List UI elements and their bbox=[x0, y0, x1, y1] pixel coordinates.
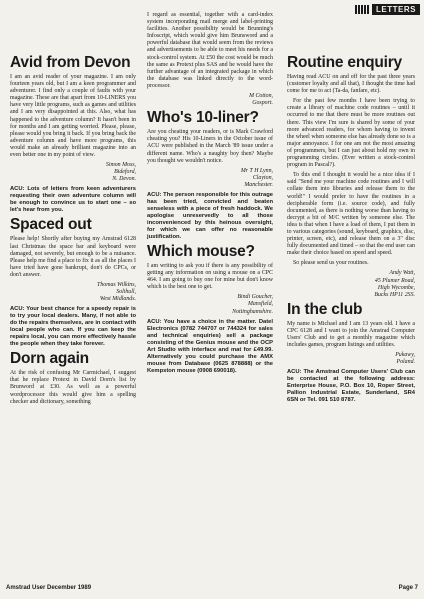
editor-reply: ACU: Lots of letters from keen adventurers requesting their own adventure column will be enough to convince us to start one – so let's hear from you. bbox=[10, 186, 136, 214]
heading-in-the-club: In the club bbox=[287, 300, 363, 318]
banner-stripes-icon bbox=[355, 5, 369, 14]
letter-signature: Pukawy, Poland. bbox=[395, 352, 415, 366]
letter-body: My name is Michael and I am 13 years old. I have a CPC 6128 and I want to join the Amstrad Computer Users' Club and to get a monthly magazine which includes games, program listings and utilities. bbox=[287, 320, 415, 349]
heading-which-mouse: Which mouse? bbox=[147, 242, 255, 260]
heading-dorn-again: Dorn again bbox=[10, 350, 89, 368]
letter-body: Please help! Shortly after buying my Amstrad 6128 last Christmas the space bar and keyboard were damaged, not severely, but enough to be a nuisance. Please help me find a place to fix it as all the places I have tried have gone bankrupt, don't do CPCs, or don't answer. bbox=[10, 236, 136, 278]
column-left bbox=[10, 52, 136, 409]
editor-reply: ACU: The person responsible for this outrage has been tried, convicted and beaten senseless with a piece of fresh haddock. We apologise unreservedly to all those inconvenienced by this heinous oversight, for which we can offer no reasonable justification. bbox=[147, 191, 273, 240]
heading-routine-enquiry: Routine enquiry bbox=[287, 54, 402, 71]
page-footer bbox=[6, 585, 418, 591]
section-banner bbox=[355, 4, 420, 15]
letter-body: Are you cheating your readers, or is Mark Crawford cheating you? His 10-Liners in the October issue of ACU were published in the March '89 issue under a different name. Who's a naughty boy then? Maybe you thought we wouldn't notice. bbox=[147, 129, 273, 164]
editor-reply: ACU: You have a choice in the matter. Datel Electronics (0782 744707 or 744324 for sales and technical enquiries) sell a package consisting of the Genius mouse and the OCP Art Studio with interface and mat for £49.99. Alternatively you could purchase the AMX mouse from Database (0625 878888) or the Kempston mouse (0908 690018). bbox=[147, 318, 273, 374]
footer-page-number: Page 7 bbox=[398, 585, 418, 591]
letter-paragraph: To this end I thought it would be a nice idea if I said "Send me your machine code routines and I will collate them into libraries and release them to the world!" I would prefer to have the routines in a decipherable form (i.e. source code), and fully documented, as there is nothing worse than having to decrypt a bit of M/C written by someone else. The idea is that when I have a load of them, I put them in to various categories (sound, keyboard, graphics, disc, printer, screen, etc), and release them on a 3" disc fully documented and timed – so that the end user can make their choice based on speed and speed. bbox=[287, 172, 415, 257]
editor-reply: ACU: Your best chance for a speedy repair is to try your local dealers. Many, if not able to do the repairs themselves, are in contact with local people who can. If you can keep the repairs local, you can more effectively hassle the people when they take forever. bbox=[10, 306, 136, 348]
letter-paragraph: For the past few months I have been trying to create a library of machine code routines – until it occurred to me that there must be more routines out there. This view I'm sure is shared by some of your more advanced readers, for whom having to invent the wheel when someone else has already done so is a major annoyance. I for one am not the most amazing of programmers, but I can just about hold my own in programming circles. (Ever written a stock-control program in Pascal?). bbox=[287, 98, 415, 169]
editor-reply: ACU: The Amstrad Computer Users' Club can be contacted at the following address: Enterprise House, P.O. Box 10, Roper Street, Pallion Industrial Estate, Sunderland, SR4 6SN or Tel. 091 510 8787. bbox=[287, 369, 415, 404]
letter-signature: Andy Watt, 45 Plumer Road, High Wycombe, Bucks HP11 2SS. bbox=[374, 270, 415, 298]
letter-body: I am an avid reader of your magazine. I am only fourteen years old, but I am a keen programmer and adventurer. I find only a couple of faults with your magazine. These are that apart from 10-LINERS you have very little programs, such as games and utilities and I am very disappointed at this. Also, what has happened to the adventure column? It hasn't been in for months and I am getting worried. Please, please, please would you bring it back. If you bring back the adventure column and have more programs, this would make an already brilliant magazine into an even better one in my point of view. bbox=[10, 74, 136, 159]
column-middle bbox=[147, 12, 273, 378]
letter-signature: Bindi Goucher, Mansfield, Nottinghamshire. bbox=[232, 294, 273, 315]
heading-spaced-out: Spaced out bbox=[10, 216, 92, 234]
letter-body: At the risk of confusing Mr Carmichael, I suggest that he replace Protext in David Dorn's list by Brunword at £30. As well as a powerful wordprocessor this would give him a spelling checker and dictionary, something bbox=[10, 370, 136, 405]
letter-paragraph: Having read ACU on and off for the past three years (customer loyalty and all that), I thought the time had come for me to act (Ta-da, fanfare, etc). bbox=[287, 74, 415, 95]
heading-avid-from-devon: Avid from Devon bbox=[10, 54, 131, 71]
letter-paragraph: So please send us your routines. bbox=[293, 260, 369, 267]
letter-body-continued: I regard as essential, together with a card-index system incorporating mail merge and label-printing facilities. Another possibility would be Brunning's Infoscript, which would give him Brunsword and a powerful database that would seem from the reviews and advertisements to be able to meet his needs for a stock-control system. At £50 the cost would be much the same as Protext plus SAS and he would have the further advantage of an integrated package in which the database was linked directly to the word-processor. bbox=[147, 12, 273, 89]
letter-signature: Simon Moss, Bideford, N. Devon. bbox=[105, 162, 136, 183]
letter-signature: M Cotton, Gosport. bbox=[249, 93, 273, 107]
column-right bbox=[287, 52, 415, 407]
letter-body: I am writing to ask you if there is any possibility of getting any information on using a mouse on a CPC 464. I am going to buy one for mine but don't know which is the best one to get. bbox=[147, 262, 273, 291]
letter-signature: Mr T H Lynn, Clayton, Manchester. bbox=[240, 167, 273, 188]
heading-whos-10-liner: Who's 10-liner? bbox=[147, 109, 259, 127]
footer-issue: Amstrad User December 1989 bbox=[6, 585, 92, 591]
letter-signature: Thomas Wilkins, Solihull, West Midlands. bbox=[97, 281, 136, 303]
section-label: LETTERS bbox=[372, 4, 420, 15]
